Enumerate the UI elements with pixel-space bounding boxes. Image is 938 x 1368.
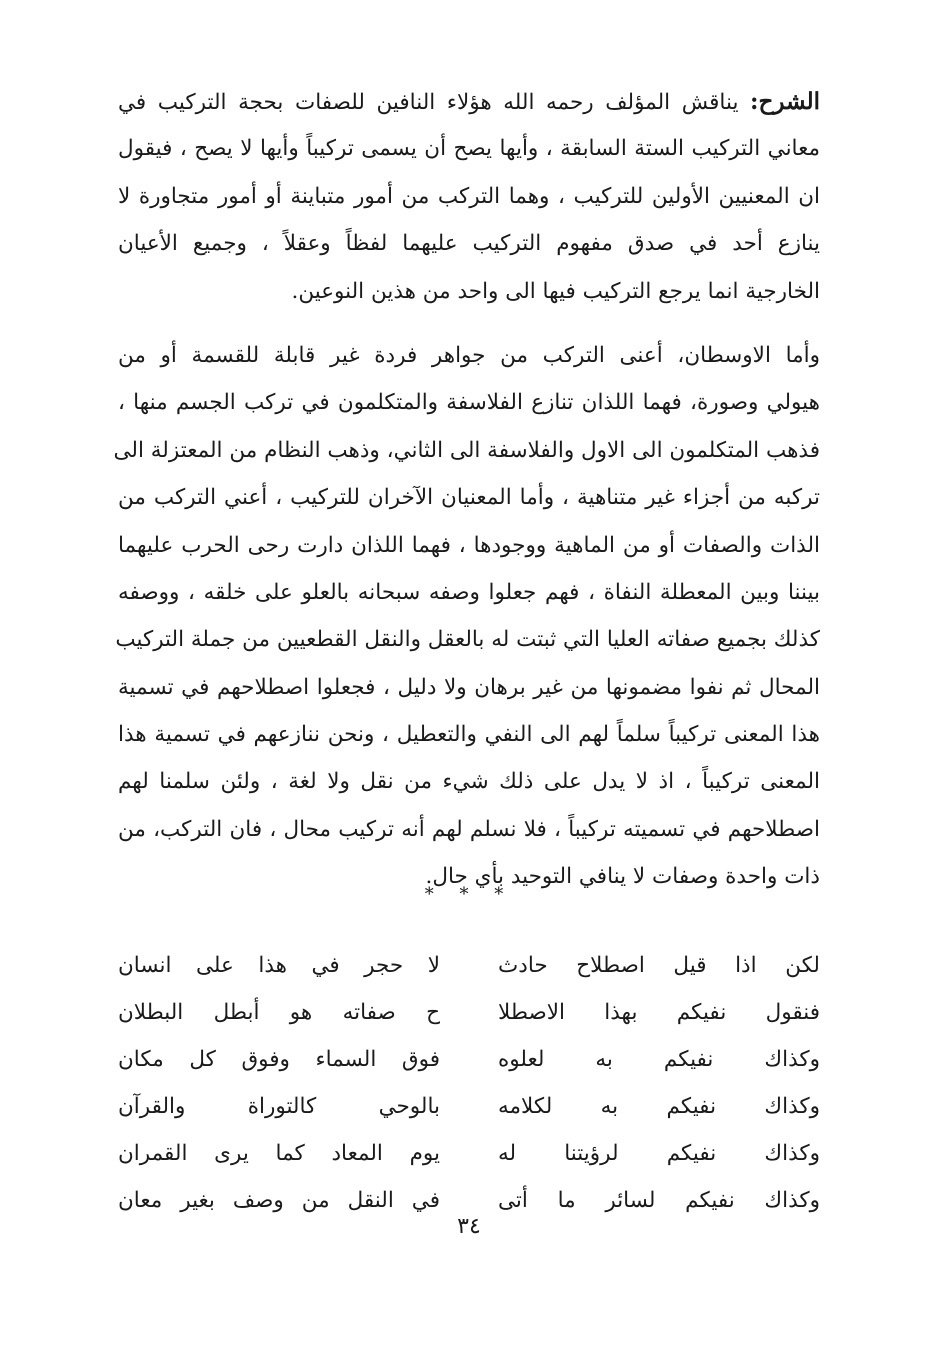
text-line: هيولي وصورة، فهما اللذان تنازع الفلاسفة والمتكلمون في تركب الجسم منها ، bbox=[118, 390, 820, 416]
second-hemistich: في النقل من وصف بغير معان bbox=[118, 1188, 440, 1213]
text-line-content: يناقش المؤلف رحمه الله هؤلاء النافين للصفات بحجة التركيب في bbox=[118, 90, 751, 115]
first-hemistich: وكذاك نفيكم لسائر ما أتى bbox=[498, 1188, 820, 1213]
second-hemistich: بالوحي كالتوراة والقرآن bbox=[118, 1094, 440, 1119]
text-line: الخارجية انما يرجع التركيب فيها الى واحد من هذين النوعين. bbox=[291, 278, 820, 304]
text-line: ينازع أحد في صدق مفهوم التركيب عليهما لفظاً وعقلاً ، وجميع الأعيان bbox=[118, 231, 820, 257]
first-hemistich: وكذاك نفيكم لرؤيتنا له bbox=[498, 1141, 820, 1166]
text-line: هذا المعنى تركيباً سلماً لهم الى النفي والتعطيل ، ونحن ننازعهم في تسمية هذا bbox=[118, 722, 820, 748]
paragraph-gap bbox=[118, 315, 820, 332]
page-number: ٣٤ bbox=[457, 1214, 481, 1239]
commentary-label: الشرح: bbox=[750, 88, 820, 115]
text-line bbox=[118, 78, 820, 125]
text-line: تركبه من أجزاء غير متناهية ، وأما المعنيان الآخران للتركيب ، أعني التركب من bbox=[118, 485, 820, 511]
text-line: اصطلاحهم في تسميته تركيباً ، فلا نسلم لهم أنه تركيب محال ، فان التركب، من bbox=[118, 816, 820, 842]
second-hemistich: ح صفاته هو أبطل البطلان bbox=[118, 1000, 440, 1025]
text-line: فذهب المتكلمون الى الاول والفلاسفة الى الثاني، وذهب النظام من المعتزلة الى bbox=[113, 437, 820, 463]
text-line: بيننا وبين المعطلة النفاة ، فهم جعلوا وصفه سبحانه بالعلو على خلقه ، ووصفه bbox=[118, 579, 820, 605]
text-line: ذات واحدة وصفات لا ينافي التوحيد بأي حال. bbox=[425, 864, 820, 890]
section-separator: * * * bbox=[424, 884, 514, 905]
text-line: كذلك بجميع صفاته العليا التي ثبتت له بالعقل والنقل القطعيين من جملة التركيب bbox=[115, 627, 820, 653]
commentary-body bbox=[113, 78, 820, 901]
first-hemistich: لكن اذا قيل اصطلاح حادث bbox=[498, 953, 820, 978]
poem-verse bbox=[118, 1130, 820, 1177]
poem bbox=[118, 942, 820, 1224]
second-hemistich: فوق السماء وفوق كل مكان bbox=[118, 1047, 440, 1072]
text-line: وأما الاوسطان، أعنى التركب من جواهر فردة غير قابلة للقسمة أو من bbox=[118, 342, 820, 368]
text-line: معاني التركيب الستة السابقة ، وأيها يصح أن يسمى تركيباً وأيها لا يصح ، فيقول bbox=[118, 136, 820, 162]
first-hemistich: وكذاك نفيكم به لكلامه bbox=[498, 1094, 820, 1119]
poem-verse bbox=[118, 1083, 820, 1130]
text-line: ان المعنيين الأولين للتركيب ، وهما التركب من أمور متباينة أو أمور متجاورة لا bbox=[118, 183, 820, 209]
text-line: الذات والصفات أو من الماهية ووجودها ، فهما اللذان دارت رحى الحرب عليهما bbox=[118, 532, 820, 558]
text-line: المحال ثم نفوا مضمونها من غير برهان ولا دليل ، فجعلوا اصطلاحهم في تسمية bbox=[118, 674, 820, 700]
first-hemistich: فنقول نفيكم بهذا الاصطلا bbox=[498, 1000, 820, 1025]
second-hemistich: لا حجر في هذا على انسان bbox=[118, 953, 440, 978]
first-hemistich: وكذاك نفيكم به لعلوه bbox=[498, 1047, 820, 1072]
poem-verse bbox=[118, 989, 820, 1036]
poem-verse bbox=[118, 942, 820, 989]
poem-verse bbox=[118, 1036, 820, 1083]
text-line: المعنى تركيباً ، اذ لا يدل على ذلك شيء من نقل ولا لغة ، ولئن سلمنا لهم bbox=[118, 769, 820, 795]
second-hemistich: يوم المعاد كما يرى القمران bbox=[118, 1141, 440, 1166]
